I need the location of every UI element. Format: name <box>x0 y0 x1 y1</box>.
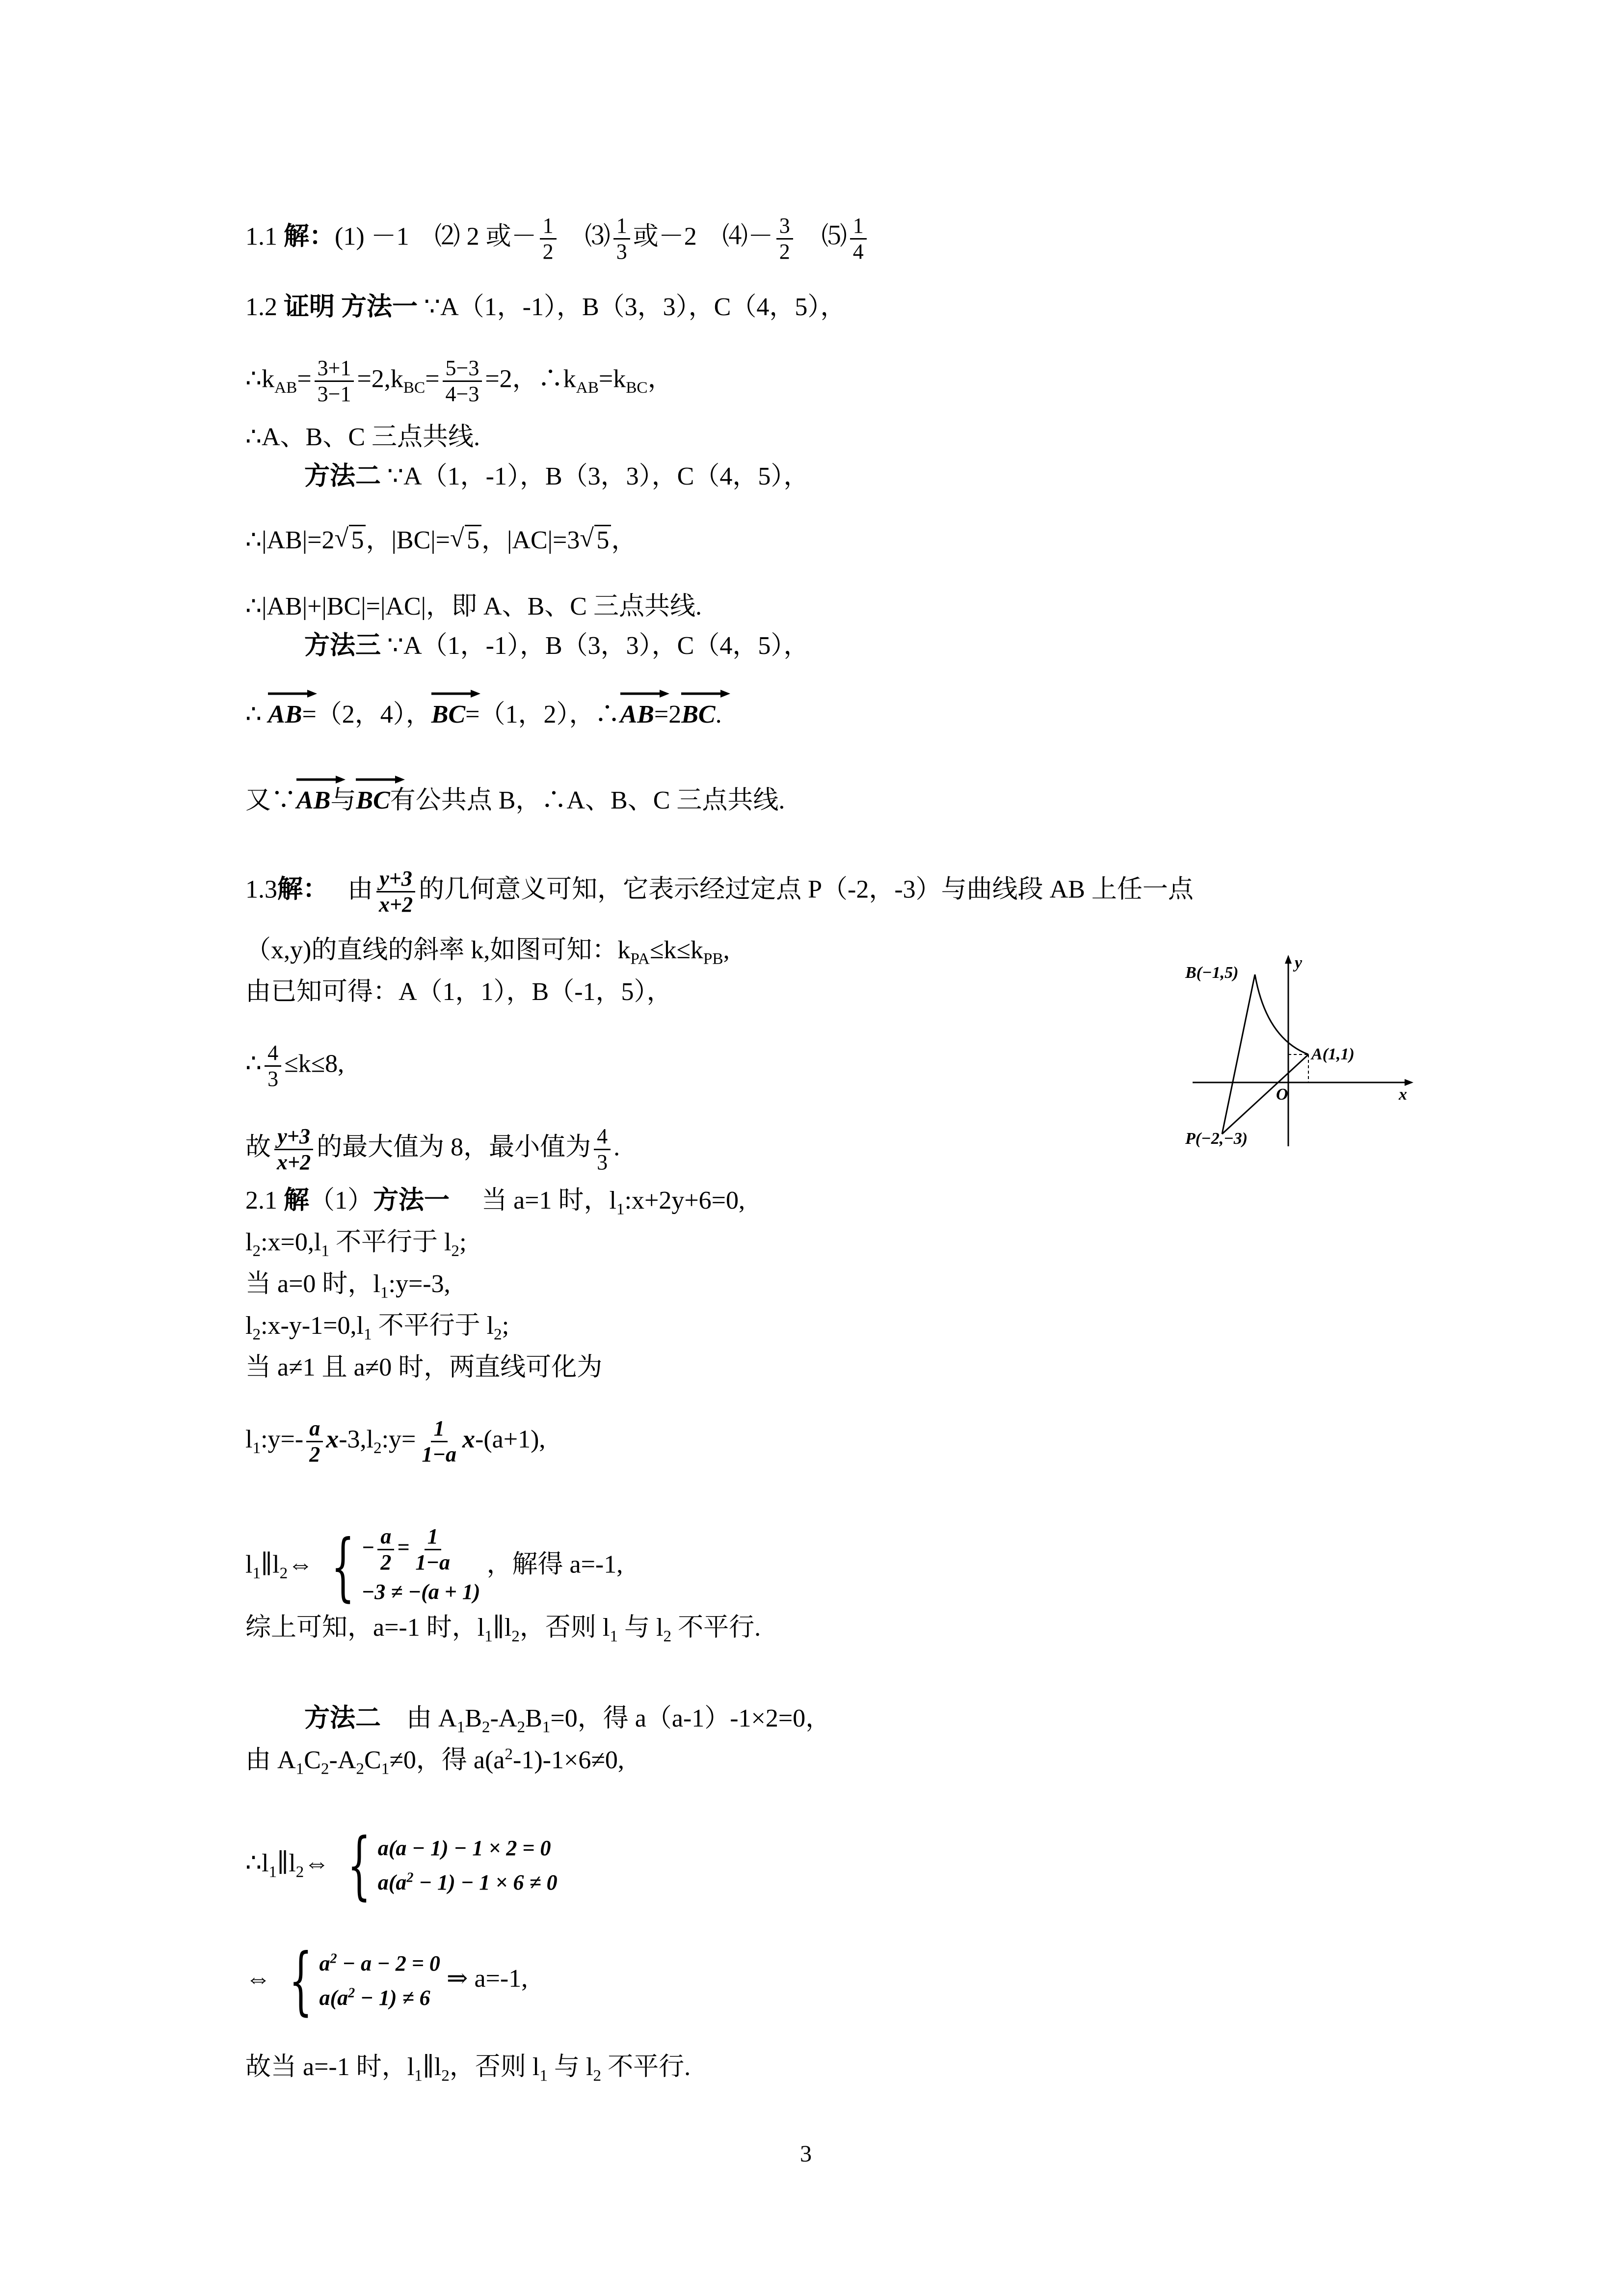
vector-bc: BC <box>431 700 465 730</box>
slope-figure <box>1183 947 1418 1154</box>
solution-2-1-system-1: $l_1\parallel l_2\Leftrightarrow$ { − $\frac{a}{2}$ = $\frac{1}{1-a}$ −3 ≠ −(a + 1) ，解得 a=-1, <box>245 1524 623 1610</box>
solution-2-1-line-2: $l_2:x=0,l_1$ 不平行于 $l_2$; <box>245 1228 467 1260</box>
label-y: y <box>1295 954 1303 972</box>
proof-1-2-slopes: $\therefore k_{AB}=$ $\frac{3+1}{3-1}$ $=2,k_{BC}=$ $\frac{5-3}{4-3}$ =2，$\therefore k_{AB}=k_{BC}$， <box>245 356 673 406</box>
solution-1-3-conclusion: 故 $\frac{y+3}{x+2}$ 的最大值为 8，最小值为 $\frac{4}{3}$ . <box>245 1124 620 1174</box>
solution-2-1-system-3: ⇔ { $a^2 - a - 2 = 0$ $a(a^2 - 1) \ne 6$ ⇒ a=-1, <box>245 1938 528 2024</box>
page-number: 3 <box>800 2141 812 2167</box>
fraction: $\frac{1}{2}$ <box>540 214 557 264</box>
label-b: B(−1,5) <box>1185 964 1239 982</box>
vector-bc: BC <box>356 785 390 816</box>
equation-system: { $a^2 - a - 2 = 0$ $a(a^2 - 1) \ne 6$ <box>289 1938 440 2024</box>
vector-ab: AB <box>296 785 330 816</box>
solution-2-1-line-4: $l_2:x-y-1=0,l_1$ 不平行于 $l_2$; <box>245 1312 509 1344</box>
vector-ab: AB <box>620 700 654 730</box>
proof-1-2-conclusion-1: ∴A、B、C 三点共线. <box>245 423 480 451</box>
x-axis-arrow-icon <box>1405 1079 1413 1086</box>
solution-2-1-method-2: 方法二 由 $A_1B_2-A_2B_1=0$，得 a（a-1）-1×2=0， <box>304 1704 831 1736</box>
solution-1-3-range: ∴ $\frac{4}{3}$ ≤k≤8, <box>245 1041 345 1091</box>
proof-1-2-vectors: ∴ AB=（2，4）， BC=（1，2），∴ AB=2 BC. <box>245 700 722 730</box>
equation-system: { a(a − 1) − 1 × 2 = 0 $a(a^2 - 1) - 1 \times 6 \ne 0$ <box>347 1823 558 1908</box>
y-axis-arrow-icon <box>1285 955 1292 964</box>
proof-1-2-method-2: 方法二 ∵A（1，-1），B（3，3），C（4，5）， <box>304 462 809 490</box>
fraction: $\frac{3}{2}$ <box>776 214 793 264</box>
solution-2-1-heading: 2.1 解（1）方法一 当 a=1 时，$l_1:x+2y+6=0$, <box>245 1187 745 1218</box>
solution-2-1-line-5: 当 a≠1 且 a≠0 时，两直线可化为 <box>245 1353 603 1381</box>
answer-1-1: 1.1 解：(1) －1 ⑵ 2 或－ $\frac{1}{2}$ ⑶ $\frac{1}{3}$ 或－2 ⑷－ $\frac{3}{2}$ ⑸ $\frac{1}{4}$ <box>245 214 870 244</box>
proof-1-2-distances: ∴|AB|=2√ 5，|BC|=√ 5，|AC|=3√ 5， <box>245 525 637 556</box>
solution-2-1-method-2-cond: 由 $A_1C_2-A_2C_1\ne 0$，得 $a(a^2-1)-1\times 6\ne 0$, <box>245 1745 624 1778</box>
proof-1-2-heading: 1.2 证明 方法一 ∵A（1，-1），B（3，3），C（4，5）， <box>245 293 846 321</box>
solution-2-1-system-2: $\therefore l_1\parallel l_2\Leftrightarrow$ { a(a − 1) − 1 × 2 = 0 $a(a^2 - 1) - 1 \times 6 \ne 0$ <box>245 1823 558 1908</box>
label-a: A(1,1) <box>1311 1045 1355 1063</box>
equation-system: { − $\frac{a}{2}$ = $\frac{1}{1-a}$ −3 ≠ −(a + 1) <box>331 1524 480 1610</box>
curve-ab <box>1255 974 1308 1054</box>
proof-1-2-conclusion-3: 又∵ AB与 BC有公共点 B，∴A、B、C 三点共线. <box>245 785 785 816</box>
solution-2-1-summary-2: 故当 a=-1 时，$l_1\parallel l_2$，否则 $l_1$ 与 $l_2$ 不平行. <box>245 2053 691 2085</box>
fraction: $\frac{1}{3}$ <box>613 214 630 264</box>
solution-1-3-slope: （x,y)的直线的斜率 k,如图可知：$k_{PA}\le k\le k_{PB}$, <box>245 936 730 968</box>
solution-2-1-line-3: 当 a=0 时，$l_1:y=-3$, <box>245 1270 451 1302</box>
vector-bc: BC <box>681 700 715 730</box>
proof-1-2-method-3: 方法三 ∵A（1，-1），B（3，3），C（4，5）， <box>304 632 809 660</box>
fraction: $\frac{1}{4}$ <box>850 214 867 264</box>
solution-1-3-intro: 1.3解： 由 $\frac{y+3}{x+2}$ 的几何意义可知，它表示经过定点 P（-2，-3）与曲线段 AB 上任一点 <box>245 866 1194 917</box>
solution-2-1-line-6: $l_1:y=-$ $\frac{a}{2}$ $x-3,l_2:y=$ $\frac{1}{1-a}$ x-(a+1), <box>245 1416 546 1466</box>
label-origin: O <box>1276 1085 1288 1104</box>
label-x: x <box>1399 1085 1407 1104</box>
solution-2-1-summary-1: 综上可知，a=-1 时，$l_1\parallel l_2$，否则 $l_1$ 与 $l_2$ 不平行. <box>245 1614 761 1646</box>
line-pa <box>1222 1054 1308 1134</box>
line-pb <box>1222 974 1255 1134</box>
label-p: P(−2,−3) <box>1185 1130 1248 1148</box>
vector-ab: AB <box>268 700 302 730</box>
proof-1-2-conclusion-2: ∴|AB|+|BC|=|AC|，即 A、B、C 三点共线. <box>245 593 702 621</box>
solution-1-3-points: 由已知可得：A（1，1），B（-1，5）， <box>245 978 672 1006</box>
